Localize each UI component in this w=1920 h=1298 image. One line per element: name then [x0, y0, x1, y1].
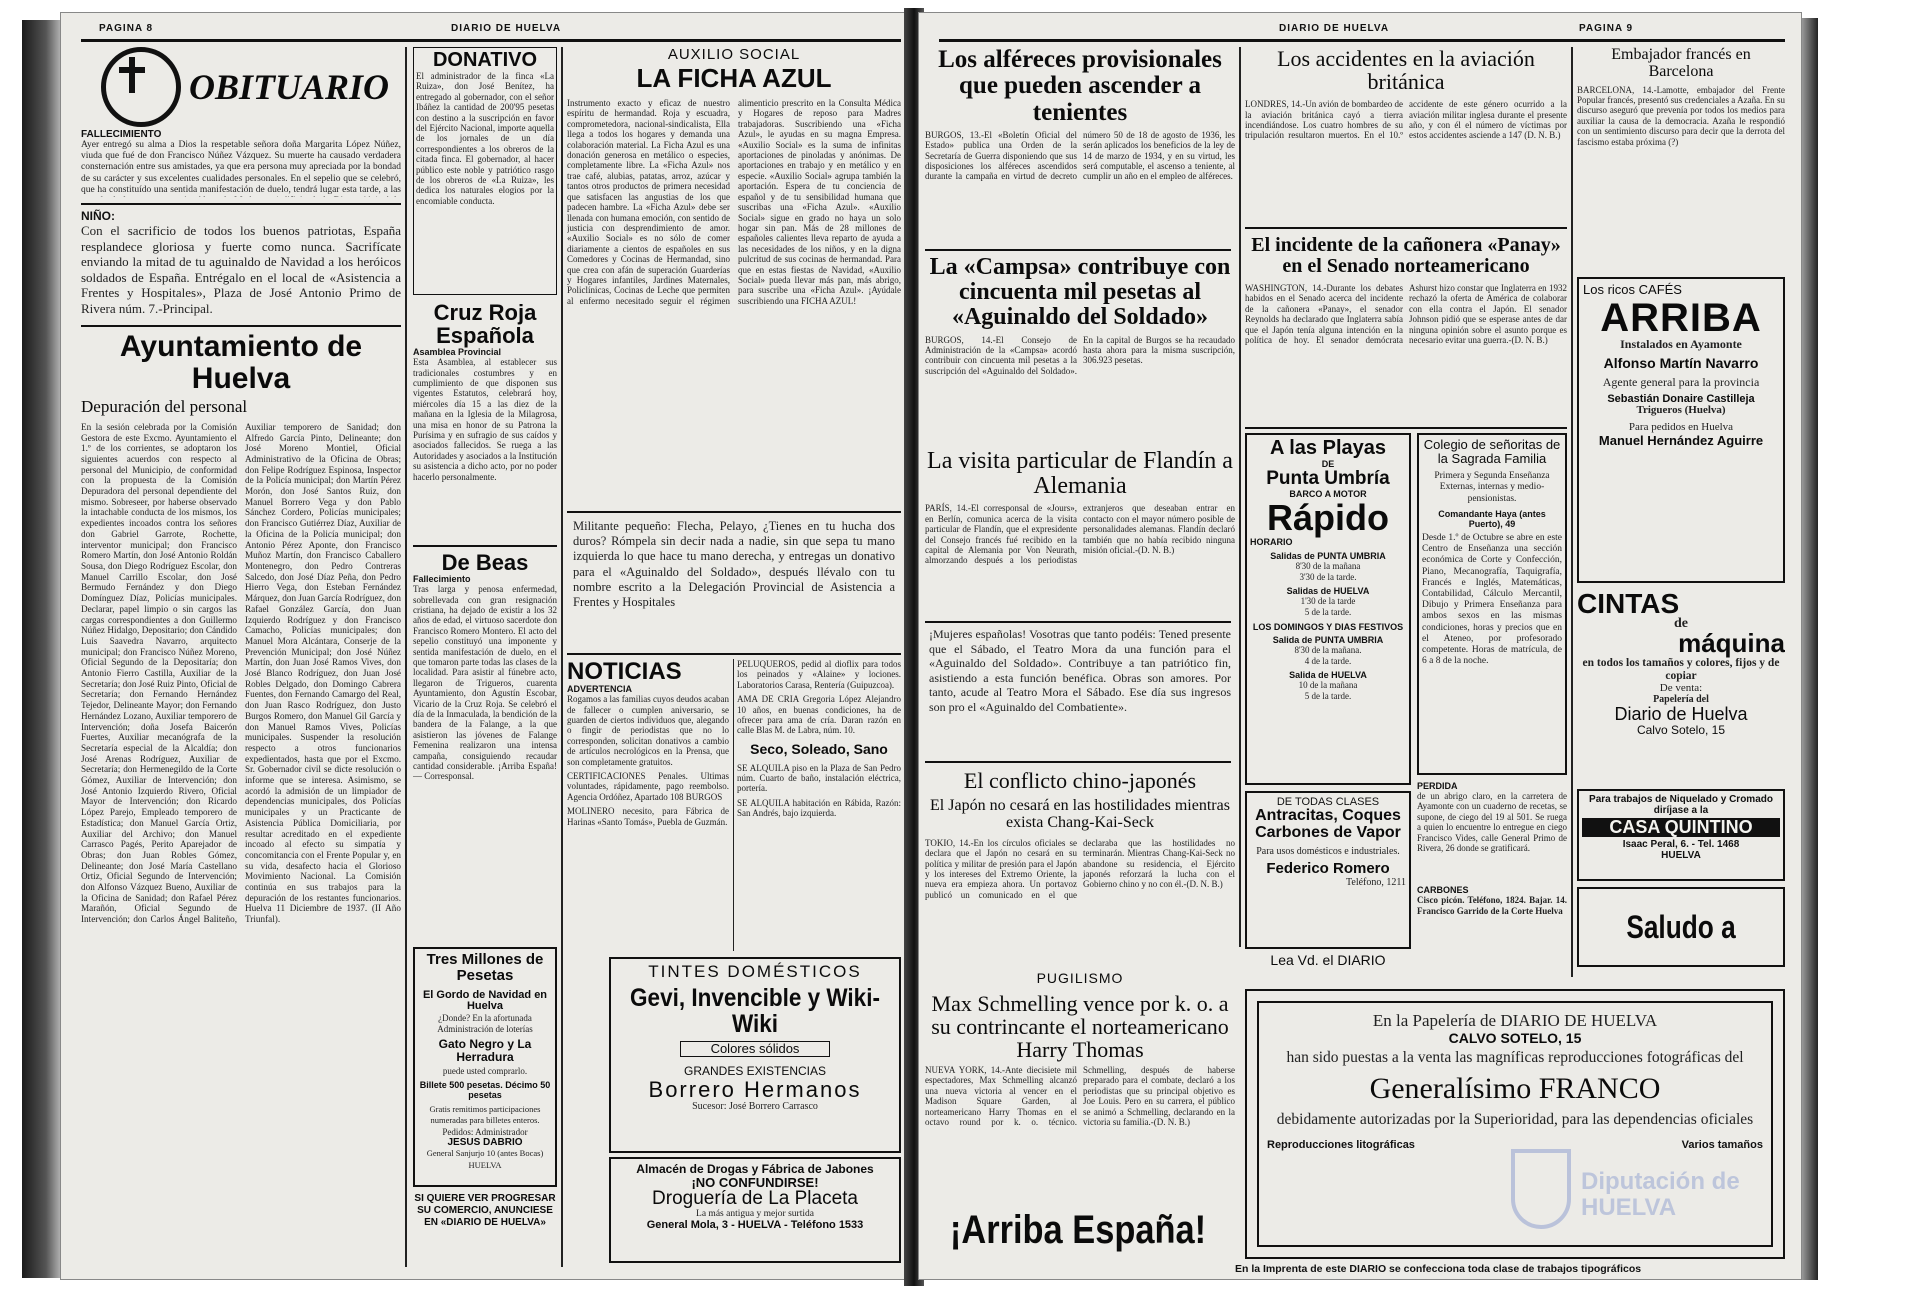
- ayuntamiento-text: En la sesión celebrada por la Comisión Gestora de este Excmo. Ayuntamiento el 1.º de los corrientes, se adoptaron los siguientes acuerdos con respecto al personal del Municipio, de conformidad con la propuesta de la Comisión Depuradora del personal dependiente del mismo. Sobreseer, por haberse observado la intachable conducta de los mismos, los expedientes incoados contra los señores don Gabriel Garrote, Rochette, interventor municipal; don Francisco Romero Martín, don José Antonio Roldán Sousa, don Diego Rodríguez Escolar, don Manuel Carrillo Escolar, don José Bermudo Fernández y don Diego Domínguez Díaz, Policías municipales. Declarar, papel limpio o sin cargos las cargas correspondientes a don Guillermo Núñez Hidalgo, Depositario; don Cándido Luis Saavedra Navarro, arquitecto municipal; don Francisco Núñez Moreno, Oficial Segundo de la Depositaría; don Antonio Fierro Castilla, Auxiliar de la Secretaría; don José Ruiz Pinto, Oficial de Secretaría; don Fernando Hernández Tejedor, Delineante Mayor; don Fernando Hernández Lozano, Auxiliar temporero de Intervención; doña Josefa Baicerón Fuertes, Auxiliar mecanógrafa de la Secretaría especial de la Alcaldía; don José Arenas Rodríguez, Auxiliar de Secretaría; don Hermenegildo de la Corte Gómez, Auxiliar de Intervención; don José Antonio Izquierdo Rivero, Oficial Mayor de Intervención; don Ricardo López Parejo, Empleado temporero de Estadística; don Manuel García Ortiz, Auxiliar del Archivo; don Manuel Carrasco Pagés, Perito Aparejador de Obras; don Juan Robles Gómez, Delineante; don José María Castellano Ortiz, Oficial Segundo de Intervención; don Alfonso Vázquez Bueno, Auxiliar de la Oficina de Sanidad; don Rafael Pérez Marañón, Oficial Segundo de Intervención; don Carlos Ángel Baliteño, Auxiliar temporero de Sanidad; don Alfredo García Pinto, Delineante; don José Moreno Montiel, Oficial Administrativo de la Oficina de Obras; don Felipe Rodríguez Espinosa, Inspector de la Policía municipal; don Martín Pérez Morón, don José Santos Ruiz, don Manuel Borrero Vega y don Pablo Sánchez Cordero, Policías municipales; don Francisco Gutiérrez Díaz, Auxiliar de la Oficina de la Policía municipal; don Antonio Pérez Aponte, don Francisco Muñoz Martín, don Francisco Caballero Montenegro, don Pedro Contreras Salcedo, don José Díaz Peña, don Pedro Hierro Vega, don Esteban Fernández Márquez, don Juan García Rodríguez, don Rafael González García, don Juan Izquierdo Rodríguez y don Francisco Camacho, Policías municipales; don Manuel Mora Alcántara, Conserje de la Prevención Municipal; don José Núñez Martín, don Juan José Ramos Vives, don José Blanco Rodríguez, don Juan José Robles Delgado, don Domingo Cabrera Fuentes, don Fernando Camargo del Real, don Juan Rasco Rodríguez, don Justo Burgos Romero, don Manuel Gil García y don Manuel Ramos Vives, Policías municipales. Suspender la resolución respecto a otros funcionarios expedientados, hasta que por el Excmo. Sr. Gobernador civil se dicte resolución o informe que se interesa. Asimismo, se acordó la admisión de un limpiador de dependencias municipales, dos Policías municipales y un Practicante de Asistencia Pública Domiciliaria, por resultar acreditado en el expediente incoado al efecto su simpatía y concomitancia con el Frente Popular y, en su vida, desafecto hacia el Glorioso Movimiento Nacional. La Comisión continúa en sus trabajos para la depuración de los restantes funcionarios. Huelva 11 Diciembre de 1937. (II Año Triunfal).: [81, 421, 401, 925]
- perdida-title: PERDIDA: [1417, 781, 1458, 791]
- si-quiere-ad: [413, 1193, 557, 1263]
- colegio-text: Primera y Segunda Enseñanza Externas, internas y medio-pensionistas.: [1434, 471, 1550, 504]
- imprenta-footer: [1235, 1263, 1795, 1279]
- book-binding-right: [1802, 18, 1818, 1280]
- cintas-ad: [1577, 589, 1785, 781]
- ficha-azul-headline: LA FICHA AZUL: [636, 62, 832, 93]
- accidentes-article: [1245, 47, 1567, 227]
- archive-watermark: [1511, 1139, 1791, 1239]
- pugilismo-title: Max Schmelling vence por k. o. a su contrincante el norteamericano Harry Thomas: [931, 990, 1229, 1062]
- book-binding-left: [22, 20, 62, 1278]
- playas-s4: Salida de HUELVA: [1289, 669, 1367, 680]
- carbones-clases-ad: [1245, 791, 1411, 949]
- cafes-line1: Los ricos CAFÉS: [1583, 282, 1682, 297]
- drogueria-ad: [609, 1157, 901, 1263]
- masthead-left: DIARIO DE HUELVA: [451, 23, 562, 34]
- de-beas-section: [413, 551, 557, 941]
- tres-millones-line5: Gratis remitimos participaciones numeradas para billetes enteros.: [429, 1104, 541, 1126]
- lea-diario: [1245, 953, 1411, 977]
- saludo-franco-banner: [1577, 887, 1785, 967]
- cafes-ad: [1577, 277, 1785, 583]
- playas-s1a: 8'30 de la mañana: [1295, 560, 1361, 571]
- obituario-text: Ayer entregó su alma a Dios la respetable señora doña Margarita López Núñez, viuda que fué de don Francisco Núñez Vázquez. Su muerte ha causado verdadera consternación entre sus amistades, ya que era persona muy apreciada por la bondad de su carácter y sus excelentes cualidades personales. En el sepelio que se celebró, que ha constituído una sentida manifestación de duelo, tendrá lugar esta tarde, a las: [81, 140, 401, 195]
- molinero-text: MOLINERO necesito, para Fábrica de Harinas «Santo Tomás», Puebla de Guzmán.: [567, 806, 729, 827]
- alfereces-article: [925, 47, 1235, 247]
- donativo-title: DONATIVO: [432, 49, 538, 71]
- alfereces-title: Los alféreces provisionales que pueden ascender a tenientes: [938, 47, 1222, 126]
- drogueria-name: Droguería de La Placeta: [652, 1188, 858, 1210]
- tintes-grandes: GRANDES EXISTENCIAS: [683, 1063, 827, 1078]
- militante-text: Militante pequeño: Flecha, Pelayo, ¿Tienes en tu hucha dos duros? Rómpela sin decir nada a nadie, sin que sepa tu mano izquierda lo que hace tu mano derecha, y entregas un donativo para el «Aguinaldo del Soldado», después llévalo con tu nombre escrito a la Delegación Provincial de Asistencia a Frentes y Hospitales: [573, 519, 895, 610]
- playas-s3a: 8'30 de la mañana.: [1294, 644, 1362, 655]
- masthead-right: DIARIO DE HUELVA: [1279, 23, 1390, 34]
- cafes-line4: Trigueros (Huelva): [1636, 404, 1726, 417]
- campsa-title: La «Campsa» contribuye con cincuenta mil pesetas al «Aguinaldo del Soldado»: [929, 255, 1231, 331]
- tintes-brands: Gevi, Invencible y Wiki-Wiki: [630, 983, 880, 1039]
- de-beas-subtitle: Fallecimiento: [413, 574, 471, 585]
- pugilismo-article: [925, 971, 1235, 1211]
- panay-title: El incidente de la cañonera «Panay» en el Senado norteamericano: [1251, 235, 1561, 277]
- pugilismo-section: PUGILISMO: [1036, 971, 1124, 986]
- tres-millones-line1: ¿Donde? En la afortunada Administración de loterías: [437, 1012, 533, 1034]
- colegio-title: Colegio de señoritas de la Sagrada Familia: [1423, 437, 1561, 466]
- carbones-text: Cisco picón. Teléfono, 1824. Bajar. 14. Francisco Garrido de la Corte Huelva: [1417, 895, 1567, 916]
- playas-place: Punta Umbría: [1266, 468, 1390, 489]
- playas-s4a: 10 de la mañana: [1298, 679, 1358, 690]
- obituario-section-label: FALLECIMIENTO: [81, 129, 162, 140]
- auxilio-social-section: [567, 47, 901, 507]
- quintino-name: CASA QUINTINO: [1582, 818, 1780, 837]
- cintas-papeleria: Papelería del: [1653, 694, 1709, 706]
- colegio-body: Desde 1.º de Octubre se abre en este Centro de Enseñanza una sección económica de Corte y Confección, Piano, Mecanografía, Taquigrafía, Francés e Inglés, Matemáticas, Contabilidad, Cálculo Mercantil, Dibujo y Primera Enseñanza para ambos sexos en las mismas condiciones, horas y precios que en el Ateneo, por profesorado competente. Horas de matrícula, de 6 a 8 de la noche.: [1422, 532, 1562, 667]
- cintas-title: CINTAS: [1577, 589, 1680, 619]
- quintino-line1: Para trabajos de Niquelado y Cromado diríjase a la: [1589, 794, 1773, 816]
- carbones-title: CARBONES: [1417, 885, 1469, 895]
- cintas-venta: De venta:: [1659, 681, 1703, 694]
- clases-line2: Carbones de Vapor: [1255, 823, 1401, 841]
- watermark-text: Diputación de HUELVA: [1581, 1168, 1740, 1221]
- cintas-maquina: máquina: [1678, 627, 1785, 658]
- cintas-de: de: [1674, 616, 1688, 632]
- tres-millones-line3: puede usted comprarlo.: [442, 1066, 528, 1077]
- cruz-roja-subtitle: Asamblea Provincial: [413, 347, 502, 358]
- seco-soleado-text: Seco, Soleado, Sano: [750, 740, 888, 757]
- flandin-article: [925, 449, 1235, 619]
- militante-notice: [573, 519, 895, 647]
- colegio-addr: Comandante Haya (antes Puerto), 49: [1438, 508, 1546, 529]
- panay-article: [1245, 235, 1567, 425]
- de-beas-title: De Beas: [441, 551, 529, 575]
- si-quiere-text: SI QUIERE VER PROGRESAR SU COMERCIO, ANUNCIESE EN «DIARIO DE HUELVA»: [414, 1193, 556, 1228]
- flandin-text: PARÍS, 14.-El corresponsal de «Jours», en Berlín, comunica acerca de la visita particular de Flandín, que el expresidente del Consejo francés fué recibido en la capital de Alemania por Von Neurath, almorzando después a los periodistas extranjeros que deseaban entrar en contacto con el mayor número posible de personalidades alemanas. Flandín declaró también que no había recibido ninguna misión oficial.-(D. N. B.): [925, 503, 1235, 566]
- cruz-roja-section: [413, 301, 557, 541]
- perdida-ad: [1417, 781, 1567, 881]
- arriba-espana-banner: [925, 1209, 1231, 1269]
- tres-millones-line6: Pedidos: Administrador: [442, 1126, 528, 1137]
- obituario-title: OBITUARIO: [189, 67, 390, 107]
- right-page: [918, 12, 1802, 1280]
- nino-notice: [81, 209, 401, 321]
- campsa-article: [925, 255, 1235, 445]
- ayuntamiento-subtitle: Depuración del personal: [81, 397, 248, 416]
- tres-millones-subtitle: El Gordo de Navidad en Huelva: [422, 988, 548, 1013]
- playas-title: A las Playas: [1269, 437, 1386, 459]
- certificaciones-text: CERTIFICACIONES Penales. Ultimas voluntades, rápidamente, pago reembolso. Agencia Ordóñez, Apartado 108 BURGOS: [567, 771, 729, 802]
- colegio-ad: [1417, 433, 1567, 775]
- playas-ad: [1245, 433, 1411, 785]
- cintas-text: en todos los tamaños y colores, fijos y de copiar: [1582, 656, 1780, 682]
- ayuntamiento-section: [81, 331, 401, 1261]
- conflicto-text: TOKIO, 14.-En los círculos oficiales se declara que el Japón no cesará en su política y militar de presión para el Japón y los intereses del Extremo Oriente, la nueva era empieza ahora. Un portavoz publicó un comunicado en el que declaraba que las hostilidades no terminarán. Mientras Chang-Kai-Seck no abandone su residencia, el Ejército japonés reforzará la lucha con el Gobierno chino y no con él.-(D. N. B.): [925, 837, 1235, 900]
- drogueria-line4: General Mola, 3 - HUELVA - Teléfono 1533: [646, 1219, 864, 1232]
- pugilismo-text: NUEVA YORK, 14.-Ante diecisiete mil espectadores, Max Schmelling alcanzó una nueva victoria al vencer en el Madison Square Garden, al norteamericano Harry Thomas en el octavo round por k. o. técnico. Schmelling, después de haberse preparado para el combate, declaró a los periodistas que su principal objetivo es Joe Louis. Pero en su carrera, el público se animó a Schmelling, declarando en la victoria su familia.-(D. N. B.): [925, 1064, 1235, 1127]
- accidentes-title: Los accidentes en la aviación británica: [1277, 47, 1535, 95]
- playas-barco: BARCO A MOTOR: [1289, 488, 1367, 499]
- page-number-left: PAGINA 8: [99, 23, 154, 34]
- peluqueros-text: PELUQUEROS, pedid al dioflix para todos los peinados y «Alaine» y lociones. Laboratorios Carasa, Rentería (Guipuzcoa).: [737, 659, 901, 690]
- playas-s3b: 4 de la tarde.: [1304, 655, 1352, 666]
- noticias-section: [567, 659, 729, 951]
- alquila-habitacion-text: SE ALQUILA habitación en Rábida, Razón: San Andrés, bajo izquierda.: [737, 797, 901, 819]
- embajador-text: BARCELONA, 14.-Lamotte, embajador del Frente Popular francés, presentó sus credenciales a Azaña. En su discurso aseguró que prevenía por todos los medios para auxiliar la causa de la democracia. Azaña le respondió con un sentimiento discurso para decir que la derrota del fascismo estaba próxima (?): [1577, 84, 1785, 147]
- conflicto-article: [925, 769, 1235, 969]
- playas-s2: Salidas de HUELVA: [1286, 586, 1370, 597]
- franco-left: Reproducciones litográficas: [1267, 1139, 1415, 1152]
- tres-millones-line4: Billete 500 pesetas. Décimo 50 pesetas: [419, 1080, 551, 1100]
- left-page: [60, 12, 910, 1280]
- playas-s2a: 1'30 de la tarde: [1300, 596, 1356, 607]
- clases-tel: Teléfono, 1211: [1345, 876, 1406, 888]
- auxilio-social-title: AUXILIO SOCIAL: [667, 47, 801, 63]
- cintas-addr: Calvo Sotelo, 15: [1636, 723, 1726, 738]
- carbones-ad: [1417, 885, 1567, 969]
- mujeres-text: ¡Mujeres españolas! Vosotras que tanto podéis: Tened presente que el Sábado, el Teatro Mora da una función para el «Aguinaldo del Soldado». Contribuye a tan patriótico fin, asistiendo a esta función benéfica. Obras son amores. Por tanto, acude al Teatro Mora el Sábado. Ese día sus ingresos son pro el «Aguinaldo del Combatiente».: [929, 627, 1231, 714]
- playas-s2b: 5 de la tarde.: [1304, 607, 1352, 618]
- mujeres-notice: [929, 627, 1231, 759]
- cruz-roja-text: Esta Asamblea, al establecer sus tradicionales costumbres y en cumplimiento de que disponen sus vigentes Estatutos, celebrará hoy, miércoles día 15 a las diez de la mañana en la Iglesia de la Milagrosa, una misa en honor de su Patrona la Purísima y en sufragio de sus caídos y asociados fallecidos. Se ruega a las Autoridades y asociados a la Institución su asistencia a dicho acto, por no poder hacerlo personalmente.: [413, 357, 557, 482]
- playas-brand: Rápido: [1267, 496, 1389, 538]
- donativo-text: El administrador de la finca «La Ruiza», don José Benítez, ha entregado al gobernador, con el señor Ibáñez la cantidad de 200'95 pesetas con destino a la suscripción en favor del Ejército Nacional, importe aquella de los jornales de un día correspondientes a los obreros de la citada finca. El gobernador, al hacer público este noble y patriótico rasgo de los obreros de «La Ruiza», les dedica los naturales elogios por la encomiable conducta.: [416, 71, 554, 206]
- playas-s3: Salida de PUNTA UMBRIA: [1272, 634, 1384, 645]
- tres-millones-line8: General Sanjurjo 10 (antes Bocas) HUELVA: [426, 1148, 544, 1170]
- cafes-name1: Alfonso Martín Navarro: [1603, 354, 1759, 371]
- franco-line4: debidamente autorizadas por la Superioridad, para las dependencias oficiales: [1276, 1111, 1754, 1129]
- alfereces-text: BURGOS, 13.-El «Boletín Oficial del Estado» publica una Orden de la Secretaría de Guerra disponiendo que sus disposiciones los alféreces ascendidos durante la campaña en virtud de decreto número 50 de 18 de agosto de 1936, les serán aplicados los beneficios de la ley de 14 de marzo de 1934, y en su virtud, les será computable, el ascenso a teniente, al cumplir un año en el empleo de alféreces.: [925, 129, 1235, 182]
- accidentes-text: LONDRES, 14.-Un avión de bombardeo de la aviación británica cayó a tierra incendiándose. Los cuatro hombres de su tripulación resultaron muertos. En el 10.º accidente de este género ocurrido a la aviación militar inglesa durante el presente año, y con él el número de víctimas por estos accidentes asciende a 147 (D. N. B.): [1245, 99, 1567, 141]
- donativo-section: [413, 47, 557, 295]
- tintes-borrero: Borrero Hermanos: [648, 1076, 862, 1102]
- de-beas-text: Tras larga y penosa enfermedad, sobrellevada con gran resignación cristiana, ha dejado de existir a los 32 años de edad, el virtuoso sacerdote don Francisco Romero Montero. El acto del sepelio constituyó una imponente y sentida manifestación de duelo, en el que tomaron parte todas las clases de la localidad. Para asistir al fúnebre acto, llegaron de Trigueros, cuarenta Ayuntamiento, don Agustín Escobar, Vicario de la Cruz Roja. Se celebró el día de la Inmaculada, la bendición de la bandera de la Falange, a la que asistieron las jóvenes de Falange Femenina realizaron una intensa campaña, consiguiendo recaudar cantidad considerable. ¡Arriba España! — Corresponsal.: [413, 584, 557, 782]
- cintas-diario: Diario de Huelva: [1614, 704, 1748, 725]
- advertencia-text: Rogamos a las familias cuyos deudos acaban de fallecer o cumplen aniversario, se guarden de ciertos individuos que, alegando o fingir de periodistas que no lo corresponden, solicitan donativos a cambio de artículos necrológicos en la Prensa, que son completamente gratuitos.: [567, 694, 729, 767]
- tintes-ad: [609, 957, 901, 1153]
- nino-text: Con el sacrificio de todos los buenos patriotas, España resplandece gloriosa y fuerte como nunca. Sacrifícate enviando la mitad de tu aguinaldo de Navidad a los heróicos soldados de España. Entrégalo en el local de «Asistencia a Frentes y Hospitales», Plaza de José Antonio Primo de Rivera núm. 7.-Principal.: [81, 223, 401, 316]
- drogueria-line3: La más antigua y mejor surtida: [696, 1209, 814, 1220]
- noticias-title: NOTICIAS: [567, 659, 682, 685]
- playas-horario: HORARIO: [1250, 536, 1293, 547]
- tintes-sucesor: Sucesor: José Borrero Carrasco: [692, 1100, 818, 1112]
- ayuntamiento-title: Ayuntamiento de Huelva: [119, 331, 363, 395]
- drogueria-line2: ¡NO CONFUNDIRSE!: [691, 1174, 819, 1190]
- imprenta-text: En la Imprenta de este DIARIO se confecciona toda clase de trabajos tipográficos: [1235, 1263, 1642, 1275]
- cafes-line5: Para pedidos en Huelva: [1628, 421, 1734, 434]
- tres-millones-ad: [413, 947, 557, 1187]
- perdida-text: de un abrigo claro, en la carretera de Ayamonte con un cuaderno de recetas, se supone, de ciego del 19 al 501. Se ruega a quien lo encuentre lo entregue en ciego Francisco Vides, calle General Primo de Rivera, 26 donde se gratificará.: [1417, 791, 1567, 854]
- panay-text: WASHINGTON, 14.-Durante los debates habidos en el Senado acerca del incidente de la cañonera «Panay», el senador Reynolds ha declarado que Inglaterra sabía que el Japón tenía alguna intención en la política de hoy. El senador demócrata Ashurst hizo constar que Inglaterra en 1932 rechazó la oferta de América de colaborar con ella contra el Japón. El senador Johnson pidió que se esperase antes de dar ninguna opinión sobre el asunto porque es necesario evitar una guerra.-(D. N. B.): [1245, 283, 1567, 346]
- playas-s1b: 3'30 de la tarde.: [1299, 571, 1357, 582]
- classifieds-section: [737, 659, 901, 951]
- quintino-addr: Isaac Peral, 6. - Tel. 1468: [1622, 838, 1740, 850]
- cafes-brand: ARRIBA: [1600, 295, 1762, 340]
- franco-title: Generalísimo FRANCO: [1369, 1071, 1661, 1105]
- embajador-title: Embajador francés en Barcelona: [1611, 47, 1751, 80]
- clases-line3: Para usos domésticos e industriales.: [1256, 845, 1400, 857]
- cafes-name2: Sebastián Donaire Castilleja: [1607, 392, 1755, 405]
- obituario-logo: [101, 47, 181, 127]
- tres-millones-title: Tres Millones de Pesetas: [426, 951, 544, 984]
- cruz-roja-title: Cruz Roja Española: [433, 301, 537, 349]
- shield-icon: [1511, 1149, 1571, 1229]
- tres-millones-line7: JESUS DABRIO: [447, 1136, 523, 1148]
- tintes-title: TINTES DOMÉSTICOS: [648, 962, 862, 981]
- clases-title: DE TODAS CLASES: [1276, 796, 1380, 808]
- obituario-section: [81, 47, 401, 197]
- ama-de-cria-text: AMA DE CRIA Gregoria López Alejandro 10 años, en buenas condiciones, ha de ofrecer para ama de cría. Daran razón en calle Blas M. de Labra, núm. 10.: [737, 694, 901, 736]
- franco-line3: han sido puestas a la venta las magníficas reproducciones fotográficas del: [1286, 1048, 1744, 1066]
- conflicto-subtitle: El Japón no cesará en las hostilidades mientras exista Chang-Kai-Seck: [930, 797, 1230, 831]
- cafes-line3: Agente general para la provincia: [1602, 374, 1760, 389]
- obituario-header: [81, 47, 401, 129]
- embajador-article: [1577, 47, 1785, 273]
- clases-name: Federico Romero: [1266, 859, 1390, 877]
- conflicto-title: El conflicto chino-japonés: [963, 769, 1197, 793]
- franco-right: Varios tamaños: [1681, 1139, 1763, 1152]
- clases-line1: Antracitas, Coques: [1255, 807, 1401, 824]
- alquila-piso-text: SE ALQUILA piso en la Plaza de San Pedro núm. Cuarto de baño, instalación eléctrica, portería.: [737, 762, 901, 794]
- franco-line2: CALVO SOTELO, 15: [1448, 1030, 1582, 1046]
- quintino-ad: [1577, 789, 1785, 881]
- saludo-franco-text: Saludo a: [1626, 909, 1736, 945]
- cross-icon: [129, 57, 135, 93]
- page-number-right: PAGINA 9: [1579, 23, 1634, 34]
- playas-domingos: LOS DOMINGOS Y DIAS FESTIVOS: [1252, 621, 1404, 632]
- advertencia-label: ADVERTENCIA: [567, 684, 633, 695]
- campsa-text: BURGOS, 14.-El Consejo de Administración de la «Campsa» acordó contribuir con cincuenta mil pesetas a la suscripción del «Aguinaldo del Soldado». En la capital de Burgos se ha recaudado hasta ahora para la misma suscripción, 306.923 pesetas.: [925, 334, 1235, 376]
- lea-diario-text: Lea Vd. el DIARIO: [1270, 953, 1386, 968]
- quintino-city: HUELVA: [1661, 849, 1701, 861]
- flandin-title: La visita particular de Flandín a Alemania: [927, 449, 1233, 500]
- playas-s1: Salidas de PUNTA UMBRIA: [1270, 550, 1386, 561]
- playas-s4b: 5 de la tarde.: [1304, 691, 1352, 702]
- tintes-colores: Colores sólidos: [680, 1041, 830, 1057]
- cafes-name3: Manuel Hernández Aguirre: [1598, 432, 1764, 448]
- franco-line1: En la Papelería de DIARIO DE HUELVA: [1372, 1011, 1658, 1030]
- nino-label: NIÑO:: [81, 209, 115, 223]
- arriba-espana-text: ¡Arriba España!: [949, 1209, 1207, 1252]
- auxilio-social-text: Instrumento exacto y eficaz de nuestro espíritu de hermandad. Roja y escuadra, comprometedora, nacional-sindicalista, Ella llega a todos los hogares y demanda una colaboración material. La Ficha Azul es una donación generosa en metálico o especies, completamente libre. La «Ficha Azul» nos trae café, alubias, patatas, arroz, azúcar y tantos otros productos de primera necesidad que satisfacen las angustias de los que padecen hambre. La «Ficha Azul» debe ser llenada con humana emoción, con sentido de justicia con desprendimiento de amor. «Auxilio Social» es no sólo de comer diariamente a cientos de españoles en sus Comedores y Cocinas de Hermandad, sino que crea con afán de superación Guarderías y Hogares infantiles, Jardines Maternales, Policlínicas, Cocinas de Leche que permiten al enfermo necesitado seguir el régimen alimenticio prescrito en la Consulta Médica y Hogares de reposo para Madres trabajadoras. Suscribiendo una «Ficha Azul», le ayudas en su magna Empresa. «Auxilio Social» es la suma de infinitas aportaciones de pinoladas y anónimas. De aportaciones en trabajo y en metálico y en especie. «Auxilio Social» agrupa también la aportación. Espera de tu conciencia de español y de tu sensibilidad humana que suscribas una «Ficha Azul». «Auxilio Social» sigue en grado no haya un solo hogar sin pan. Más de 28 millones de españoles calientes lleva reparto de ayuda a las necesidades de los niños, y en la digna pulcritud de sus cocinas de hermandad. Para que en estas fiestas de Navidad, «Auxilio Social» pueda llevar más pan, más abrigo, para suscribe una «Ficha Azul». ¡Ayúdale suscribiendo una FICHA AZUL!: [567, 98, 901, 306]
- tres-millones-line2: Gato Negro y La Herradura: [438, 1037, 532, 1064]
- cafes-line2: Instalados en Ayamonte: [1620, 336, 1742, 351]
- drogueria-line1: Almacén de Drogas y Fábrica de Jabones: [636, 1162, 874, 1176]
- playas-de: DE: [1321, 459, 1335, 469]
